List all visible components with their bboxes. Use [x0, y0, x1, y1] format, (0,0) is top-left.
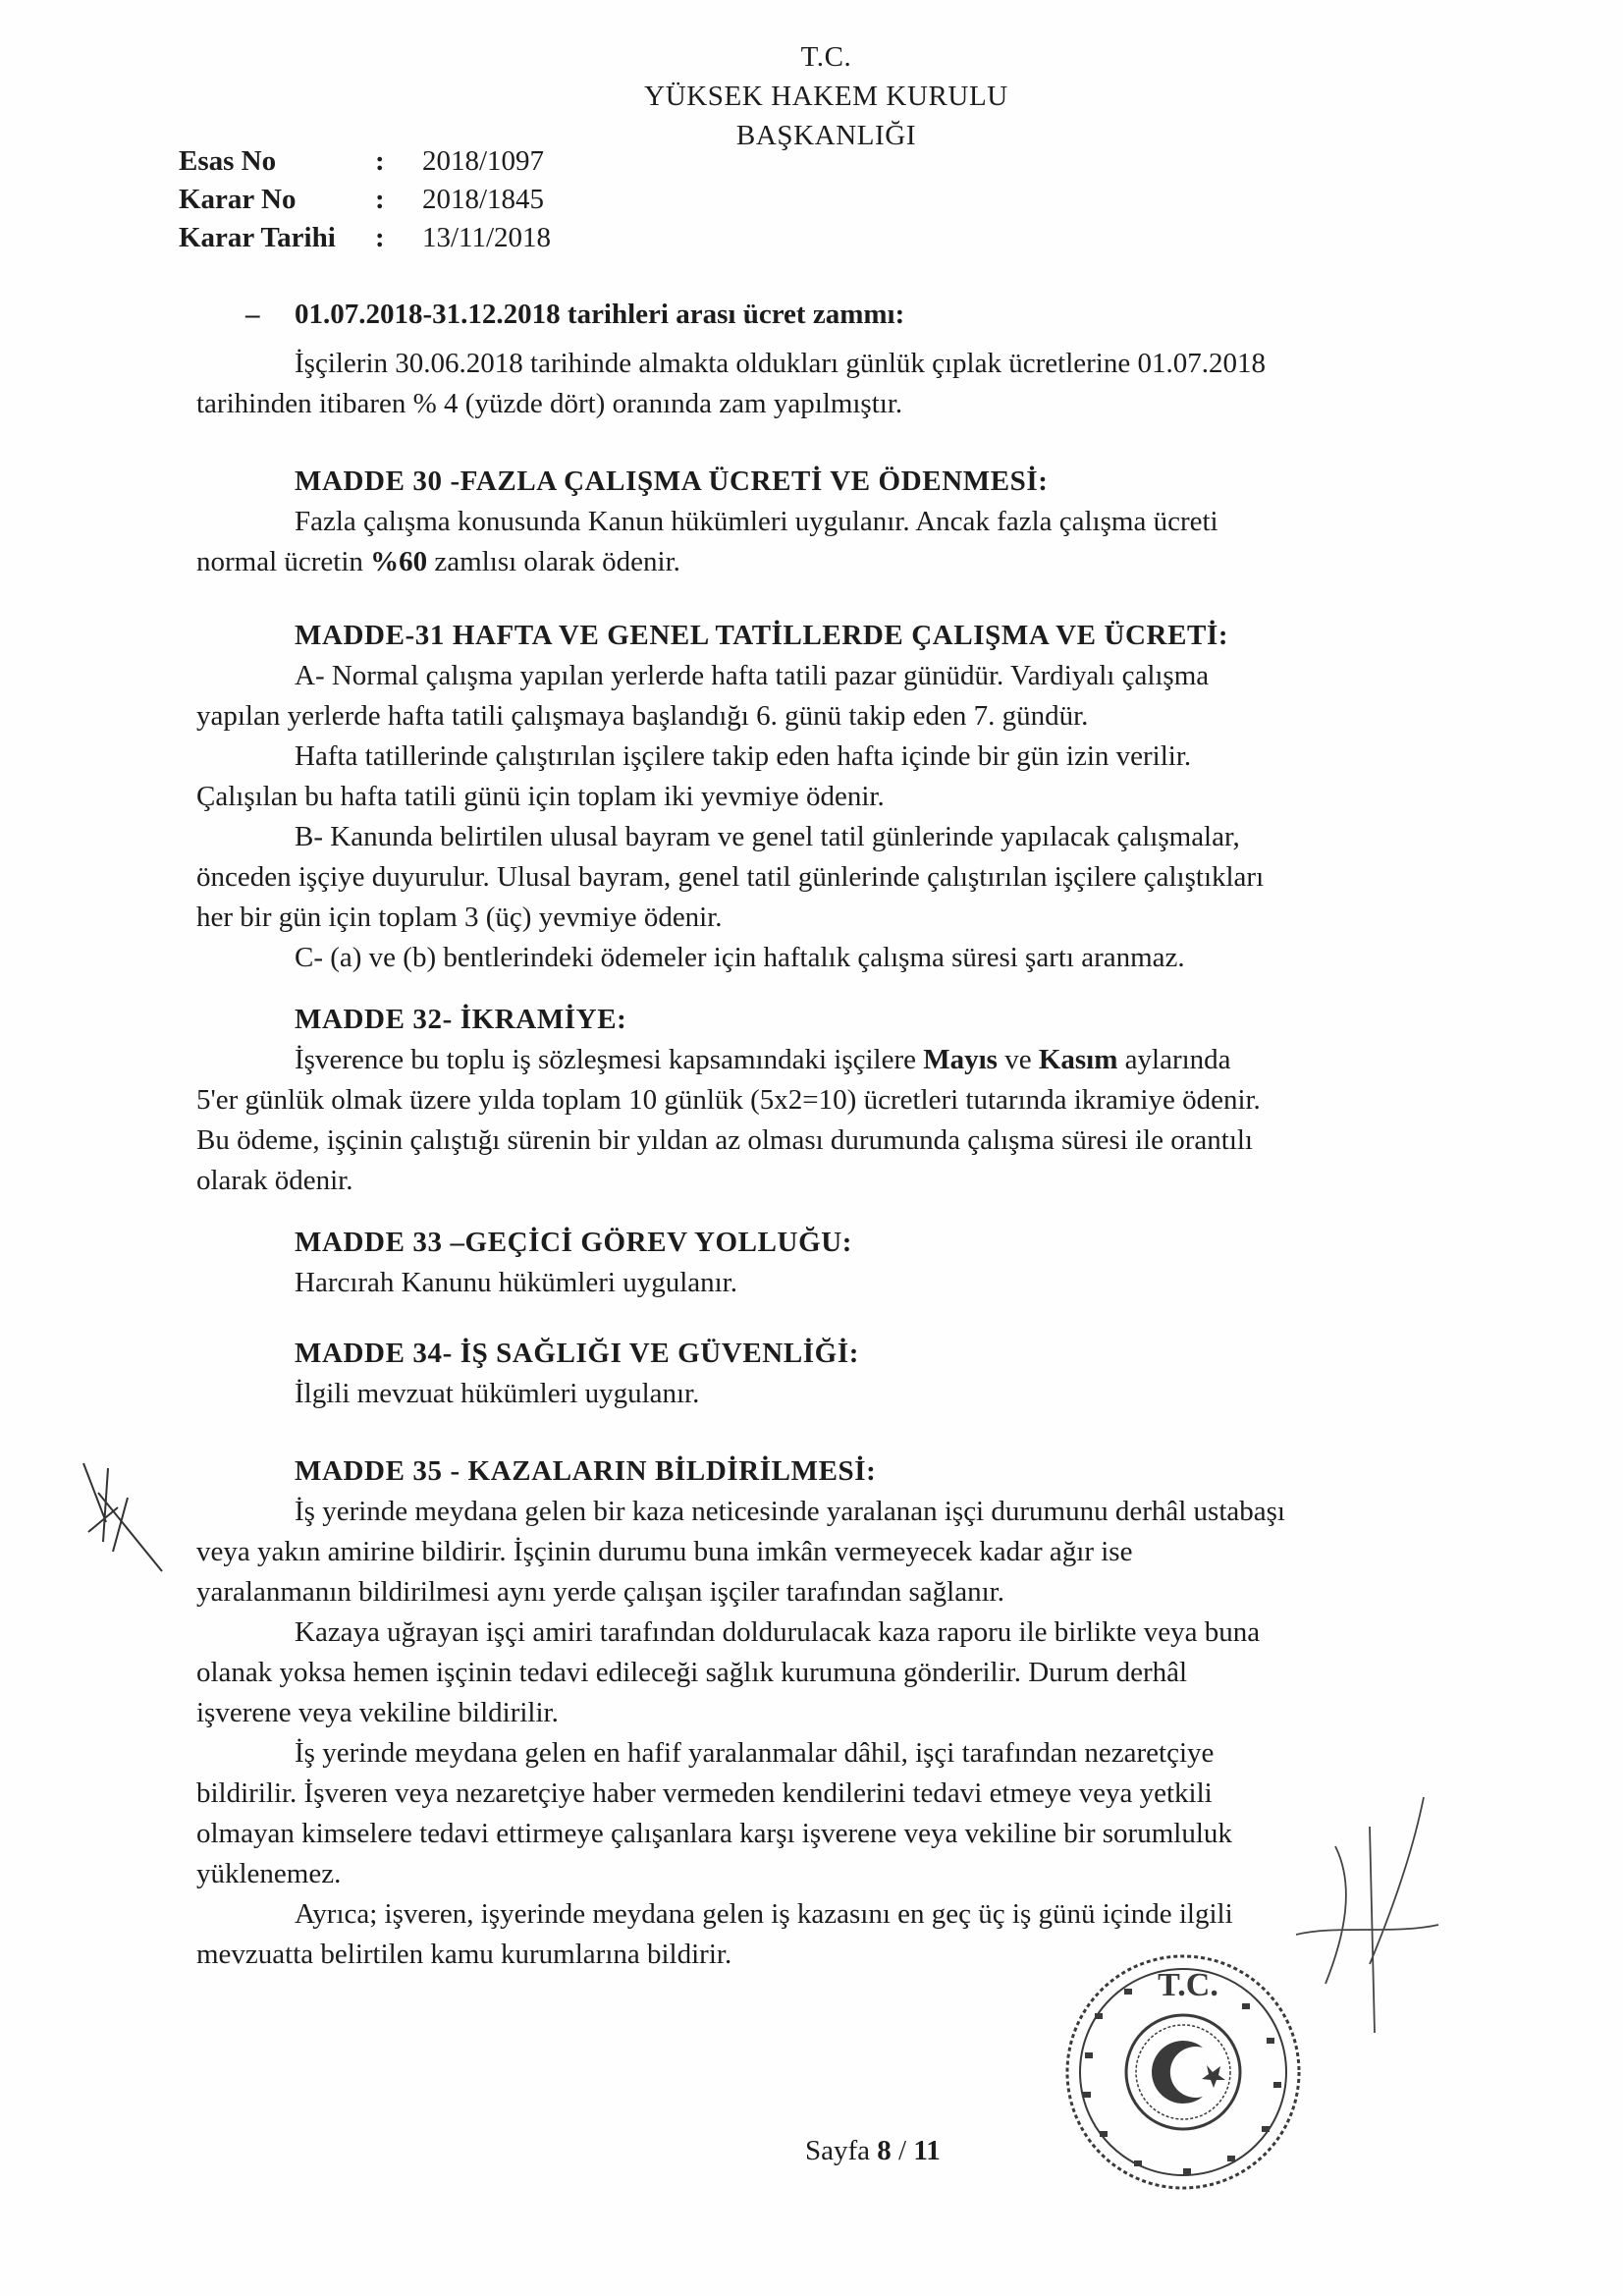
raise-dash: –	[245, 299, 260, 330]
text-line: tarihinden itibaren % 4 (yüzde dört) oranında zam yapılmıştır.	[196, 388, 903, 419]
article-34	[196, 1334, 1438, 1414]
text-line: bildirilir. İşveren veya nezaretçiye haber vermeden kendilerini tedavi etmeye veya yetkili	[196, 1777, 1213, 1809]
text-line: A- Normal çalışma yapılan yerlerde hafta tatili pazar günüdür. Vardiyalı çalışma	[295, 660, 1210, 691]
percent-value: %60	[370, 546, 428, 577]
text-line: veya yakın amirine bildirir. İşçinin durumu buna imkân vermeyecek kadar ağır ise	[196, 1536, 1133, 1567]
article-35	[196, 1451, 1438, 1975]
meta-label: Karar No	[179, 184, 297, 215]
text-span: zamlısı olarak ödenir.	[427, 546, 680, 577]
text-line: İşçilerin 30.06.2018 tarihinde almakta oldukları günlük çıplak ücretlerine 01.07.2018	[295, 348, 1266, 379]
raise-heading	[245, 295, 904, 335]
official-seal-icon	[1055, 1944, 1311, 2200]
text-line: Ayrıca; işveren, işyerinde meydana gelen iş kazasını en geç üç iş günü içinde ilgili	[295, 1898, 1233, 1930]
raise-body	[196, 344, 1438, 424]
article-title: MADDE 32- İKRAMİYE:	[295, 1004, 627, 1035]
meta-value: 2018/1845	[422, 184, 545, 215]
text-line: B- Kanunda belirtilen ulusal bayram ve genel tatil günlerinde yapılacak çalışmalar,	[295, 821, 1240, 852]
page-current: 8	[877, 2135, 892, 2166]
article-title: MADDE 35 - KAZALARIN BİLDİRİLMESİ:	[295, 1455, 877, 1487]
text-line: Çalışılan bu hafta tatili günü için toplam iki yevmiye ödenir.	[196, 781, 885, 812]
article-32	[196, 1000, 1438, 1201]
page-separator: /	[891, 2135, 914, 2166]
document-header	[0, 37, 1623, 155]
article-33	[196, 1223, 1438, 1303]
meta-row-tarih	[179, 219, 551, 257]
text-line: mevzuatta belirtilen kamu kurumlarına bildirir.	[196, 1939, 732, 1970]
text-line: Kazaya uğrayan işçi amiri tarafından doldurulacak kaza raporu ile birlikte veya buna	[295, 1616, 1261, 1648]
text-line: C- (a) ve (b) bentlerindeki ödemeler için haftalık çalışma süresi şartı aranmaz.	[295, 942, 1185, 973]
article-title: MADDE 34- İŞ SAĞLIĞI VE GÜVENLİĞİ:	[295, 1338, 859, 1369]
text-line: yapılan yerlerde hafta tatili çalışmaya başlandığı 6. günü takip eden 7. gündür.	[196, 700, 1089, 732]
case-meta	[179, 142, 551, 257]
month-november: Kasım	[1038, 1044, 1118, 1075]
header-department: BAŞKANLIĞI	[735, 120, 917, 151]
seal-text: T.C.	[1158, 1967, 1218, 2003]
text-line: yüklenemez.	[196, 1858, 342, 1889]
text-line: önceden işçiye duyurulur. Ulusal bayram, genel tatil günlerinde çalıştırılan işçilere çalıştıkları	[196, 861, 1265, 893]
meta-row-karar	[179, 181, 551, 219]
text-line: yaralanmanın bildirilmesi aynı yerde çalışan işçiler tarafından sağlanır.	[196, 1576, 1004, 1608]
text-line	[196, 1040, 1438, 1080]
text-span: aylarında	[1117, 1044, 1231, 1075]
header-institution: YÜKSEK HAKEM KURULU	[644, 81, 1008, 112]
text-line: Harcırah Kanunu hükümleri uygulanır.	[295, 1267, 737, 1298]
text-line: her bir gün için toplam 3 (üç) yevmiye ödenir.	[196, 902, 723, 933]
text-line: işverene veya vekiline bildirilir.	[196, 1697, 559, 1728]
margin-signature-icon	[69, 1453, 177, 1581]
article-title: MADDE 30 -FAZLA ÇALIŞMA ÜCRETİ VE ÖDENMESİ:	[295, 465, 1049, 497]
article-title: MADDE 33 –GEÇİCİ GÖREV YOLLUĞU:	[295, 1227, 853, 1258]
page-total: 11	[913, 2135, 941, 2166]
text-span: İşverence bu toplu iş sözleşmesi kapsamındaki işçilere	[295, 1044, 924, 1075]
page-prefix: Sayfa	[805, 2135, 878, 2166]
text-line: olanak yoksa hemen işçinin tedavi edileceği sağlık kurumuna gönderilir. Durum derhâl	[196, 1657, 1188, 1688]
text-line: İş yerinde meydana gelen en hafif yaralanmalar dâhil, işçi tarafından nezaretçiye	[295, 1737, 1215, 1769]
raise-title: 01.07.2018-31.12.2018 tarihleri arası ücret zammı:	[295, 299, 905, 330]
text-line	[196, 542, 1438, 582]
article-title: MADDE-31 HAFTA VE GENEL TATİLLERDE ÇALIŞMA VE ÜCRETİ:	[295, 620, 1229, 651]
text-line: olarak ödenir.	[196, 1165, 353, 1196]
meta-label: Esas No	[179, 145, 277, 177]
meta-label: Karar Tarihi	[179, 222, 336, 253]
month-may: Mayıs	[923, 1044, 998, 1075]
text-line: olmayan kimselere tedavi ettirmeye çalışanlara karşı işverene veya vekiline bir sorumluluk	[196, 1818, 1232, 1849]
text-line: Bu ödeme, işçinin çalıştığı sürenin bir yıldan az olması durumunda çalışma süresi ile orantılı	[196, 1124, 1253, 1156]
meta-sep: :	[375, 222, 385, 253]
text-line: Fazla çalışma konusunda Kanun hükümleri uygulanır. Ancak fazla çalışma ücreti	[295, 506, 1218, 537]
text-span: ve	[997, 1044, 1039, 1075]
text-span: normal ücretin	[196, 546, 371, 577]
meta-sep: :	[375, 145, 385, 177]
page-number	[805, 2131, 941, 2171]
meta-sep: :	[375, 184, 385, 215]
text-line: Hafta tatillerinde çalıştırılan işçilere takip eden hafta içinde bir gün izin verilir.	[295, 740, 1192, 772]
text-line: 5'er günlük olmak üzere yılda toplam 10 günlük (5x2=10) ücretleri tutarında ikramiye ödenir.	[196, 1084, 1261, 1116]
meta-row-esas	[179, 142, 551, 181]
meta-value: 13/11/2018	[422, 222, 552, 253]
text-line: İlgili mevzuat hükümleri uygulanır.	[295, 1378, 700, 1409]
header-country: T.C.	[800, 41, 852, 73]
article-30	[196, 462, 1438, 582]
article-31	[196, 616, 1438, 978]
text-line: İş yerinde meydana gelen bir kaza neticesinde yaralanan işçi durumunu derhâl ustabaşı	[295, 1496, 1285, 1527]
meta-value: 2018/1097	[422, 145, 545, 177]
